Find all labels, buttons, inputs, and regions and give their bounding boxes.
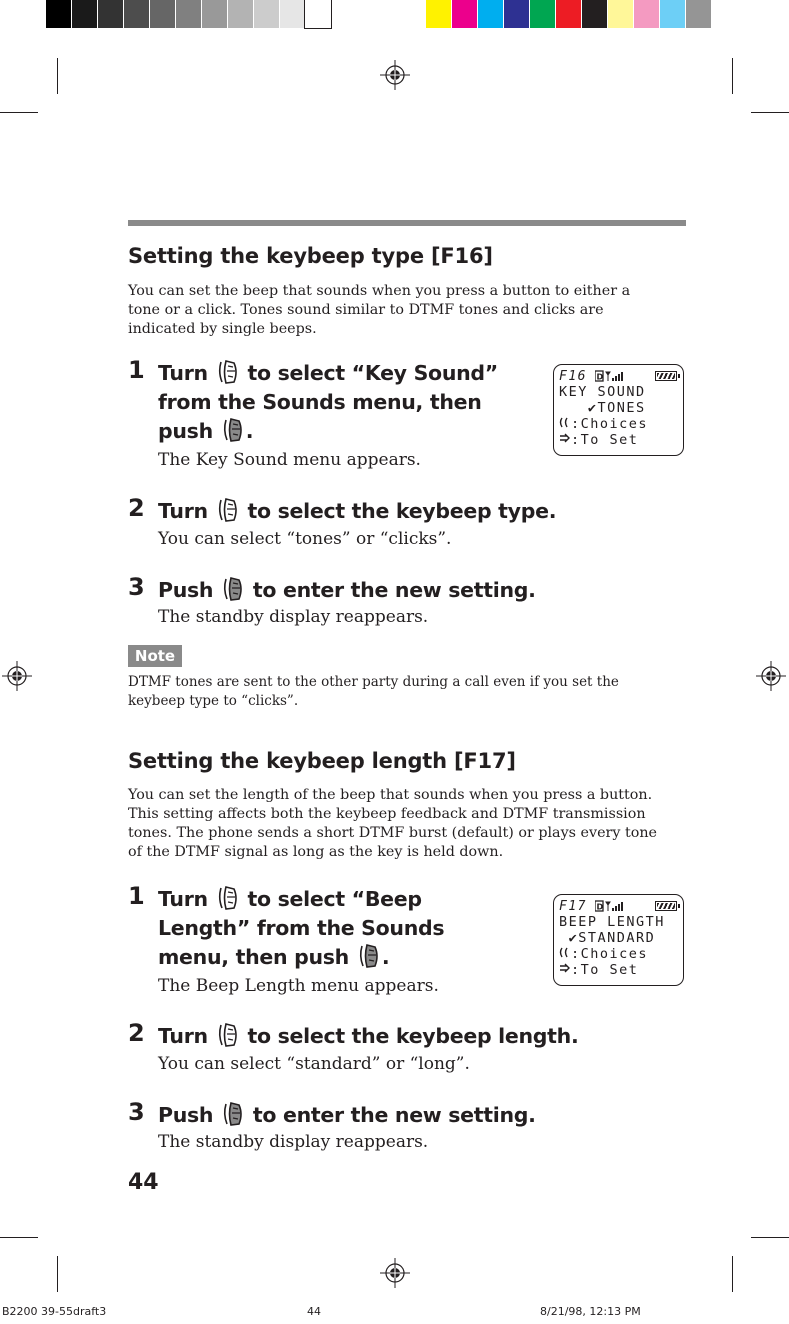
step-result: The standby display reappears. xyxy=(158,607,429,627)
lcd-line: BEEP LENGTH xyxy=(559,914,665,930)
step-number: 1 xyxy=(128,882,145,910)
jog-dial-push-icon xyxy=(358,943,380,969)
push-arrow-icon xyxy=(559,963,571,974)
step-instruction: Push to enter the new setting. xyxy=(158,1103,536,1127)
signal-strength-icon xyxy=(595,370,625,382)
lcd-line: :To Set xyxy=(571,432,639,448)
crop-mark xyxy=(57,1256,58,1292)
svg-text:D: D xyxy=(596,902,605,912)
step-number: 1 xyxy=(128,356,145,384)
step-result: The standby display reappears. xyxy=(158,1132,429,1152)
step-instruction: Turn to select the keybeep length. xyxy=(158,1024,579,1048)
crop-mark xyxy=(57,58,58,94)
color-swatch xyxy=(201,0,227,28)
crop-mark xyxy=(0,1237,38,1238)
color-swatch xyxy=(305,0,331,28)
step-number: 3 xyxy=(128,573,145,601)
section-rule xyxy=(128,220,686,226)
step-number: 2 xyxy=(128,1019,145,1047)
color-swatch xyxy=(123,0,149,28)
footer-page: 44 xyxy=(307,1305,321,1318)
step-instruction: Turn to select “Key Sound” from the Sounds menu, then push . xyxy=(158,361,498,443)
battery-icon xyxy=(655,371,677,381)
section-title-keybeep-length: Setting the keybeep length [F17] xyxy=(128,749,516,773)
color-swatch xyxy=(477,0,503,28)
color-swatch xyxy=(425,0,451,28)
crop-mark xyxy=(732,1256,733,1292)
registration-mark-icon xyxy=(2,661,32,691)
lcd-line: :To Set xyxy=(571,962,639,978)
registration-mark-icon xyxy=(380,60,410,90)
jog-dial-icon xyxy=(217,497,239,523)
registration-mark-icon xyxy=(380,1258,410,1288)
signal-strength-icon xyxy=(595,900,625,912)
step-instruction: Turn to select “Beep Length” from the Sounds menu, then push . xyxy=(158,887,445,969)
section-intro: You can set the beep that sounds when you press a button to either a tone or a click. Tones sound similar to DTMF tones and clicks are indicated by single beeps. xyxy=(128,283,631,337)
note-text: DTMF tones are sent to the other party during a call even if you set the keybeep type to “clicks”. xyxy=(128,674,619,709)
step-number: 2 xyxy=(128,494,145,522)
lcd-line: :Choices xyxy=(571,416,649,432)
push-arrow-icon xyxy=(559,433,571,444)
lcd-line: ✔TONES xyxy=(559,400,646,416)
section-intro: You can set the length of the beep that sounds when you press a button. This setting affects both the keybeep feedback and DTMF transmission tones. The phone sends a short DTMF burst (default) or plays every tone of the DTMF signal as long as the key is held down. xyxy=(128,787,658,860)
lcd-display-beep-length xyxy=(553,894,684,986)
color-swatch xyxy=(279,0,305,28)
color-swatch xyxy=(45,0,71,28)
color-swatch xyxy=(555,0,581,28)
color-swatch xyxy=(529,0,555,28)
process-color-bar xyxy=(425,0,711,28)
svg-text:D: D xyxy=(596,372,605,382)
gray-color-bar xyxy=(45,0,331,28)
step-number: 3 xyxy=(128,1098,145,1126)
footer-timestamp: 8/21/98, 12:13 PM xyxy=(540,1305,641,1318)
jog-dial-icon xyxy=(217,885,239,911)
function-code: F17 xyxy=(559,898,587,914)
crop-mark xyxy=(0,112,38,113)
jog-dial-push-icon xyxy=(222,1101,244,1127)
color-swatch xyxy=(97,0,123,28)
section-title-keybeep-type: Setting the keybeep type [F16] xyxy=(128,244,493,268)
note-badge: Note xyxy=(128,645,182,667)
step-instruction: Turn to select the keybeep type. xyxy=(158,499,557,523)
lcd-line: KEY SOUND xyxy=(559,384,646,400)
step-result: The Key Sound menu appears. xyxy=(158,450,421,470)
footer-file-name: B2200 39-55draft3 xyxy=(2,1305,107,1318)
lcd-line: ✔STANDARD xyxy=(559,930,656,946)
function-code: F16 xyxy=(559,368,587,384)
crop-mark xyxy=(751,1237,789,1238)
jog-rotate-icon xyxy=(559,947,571,958)
jog-dial-icon xyxy=(217,1022,239,1048)
step-result: You can select “standard” or “long”. xyxy=(158,1054,470,1074)
step-result: You can select “tones” or “clicks”. xyxy=(158,529,452,549)
color-swatch xyxy=(581,0,607,28)
color-swatch xyxy=(503,0,529,28)
color-swatch xyxy=(71,0,97,28)
color-swatch xyxy=(659,0,685,28)
color-swatch xyxy=(633,0,659,28)
crop-mark xyxy=(751,112,789,113)
color-swatch xyxy=(451,0,477,28)
registration-mark-icon xyxy=(756,661,786,691)
battery-icon xyxy=(655,901,677,911)
lcd-line: :Choices xyxy=(571,946,649,962)
page-number: 44 xyxy=(128,1170,159,1195)
color-swatch xyxy=(253,0,279,28)
jog-dial-icon xyxy=(217,359,239,385)
step-instruction: Push to enter the new setting. xyxy=(158,578,536,602)
color-swatch xyxy=(685,0,711,28)
crop-mark xyxy=(732,58,733,94)
step-result: The Beep Length menu appears. xyxy=(158,976,439,996)
color-swatch xyxy=(149,0,175,28)
jog-rotate-icon xyxy=(559,417,571,428)
jog-dial-push-icon xyxy=(222,576,244,602)
color-swatch xyxy=(227,0,253,28)
color-swatch xyxy=(175,0,201,28)
color-swatch xyxy=(607,0,633,28)
lcd-display-key-sound xyxy=(553,364,684,456)
jog-dial-push-icon xyxy=(222,417,244,443)
